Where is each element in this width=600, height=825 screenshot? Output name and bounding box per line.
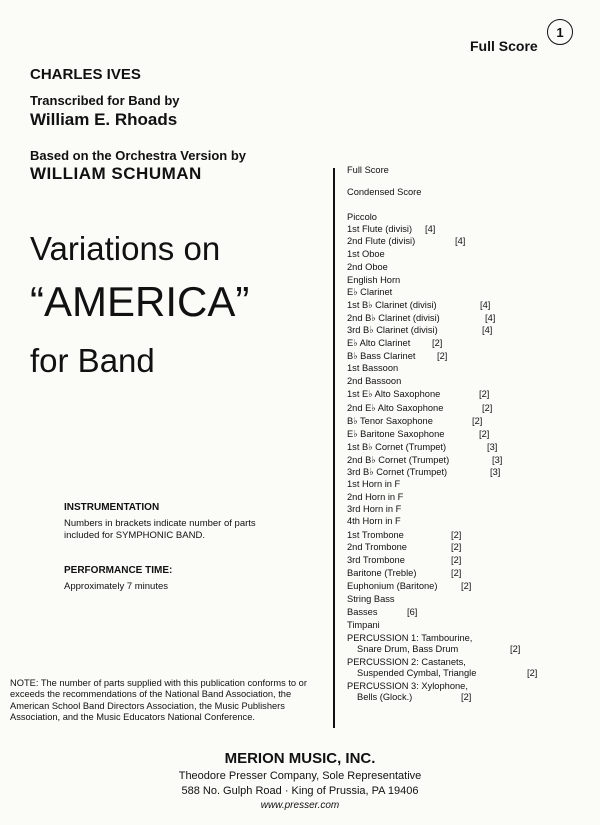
part-name: 3rd B♭ Cornet (Trumpet) xyxy=(347,467,448,477)
part-name: Piccolo xyxy=(347,212,377,222)
part-name: 2nd Oboe xyxy=(347,262,388,272)
part-name: 2nd B♭ Cornet (Trumpet) xyxy=(347,455,450,465)
full-score-label: Full Score xyxy=(470,38,538,54)
publisher-representative: Theodore Presser Company, Sole Representative xyxy=(178,770,422,782)
part-name: 1st B♭ Clarinet (divisi) xyxy=(347,300,437,310)
part-count: [2] xyxy=(451,568,462,578)
part-count: [3] xyxy=(492,455,503,465)
publisher-name: MERION MUSIC, INC. xyxy=(224,750,376,767)
transcribed-by-label: Transcribed for Band by xyxy=(30,93,180,108)
part-name: B♭ Bass Clarinet xyxy=(347,351,416,361)
instrumentation-note: Numbers in brackets indicate number of parts included for SYMPHONIC BAND. xyxy=(64,518,256,541)
part-name: 1st Oboe xyxy=(347,249,385,259)
part-name: 1st E♭ Alto Saxophone xyxy=(347,389,441,399)
part-name: 2nd Horn in F xyxy=(347,492,404,502)
part-name: Timpani xyxy=(347,620,380,630)
part-name: Full Score xyxy=(347,165,389,175)
part-count: [3] xyxy=(487,442,498,452)
orchestrator-name: WILLIAM SCHUMAN xyxy=(30,164,202,183)
part-name: 1st Flute (divisi) xyxy=(347,224,413,234)
part-name: 3rd Trombone xyxy=(347,555,405,565)
part-count: [4] xyxy=(480,300,491,310)
part-name: 3rd Horn in F xyxy=(347,504,402,514)
composer-name: CHARLES IVES xyxy=(30,66,141,83)
part-name: String Bass xyxy=(347,594,395,604)
part-name: Baritone (Treble) xyxy=(347,568,417,578)
part-count: [2] xyxy=(432,338,443,348)
part-name: Basses xyxy=(347,607,378,617)
part-name: E♭ Baritone Saxophone xyxy=(347,429,445,439)
part-count: [2] xyxy=(527,668,538,678)
part-count: [2] xyxy=(510,644,521,654)
part-name: Condensed Score xyxy=(347,187,422,197)
part-name: 1st Trombone xyxy=(347,530,404,540)
part-count: [3] xyxy=(490,467,501,477)
part-name: 4th Horn in F xyxy=(347,516,401,526)
part-count: [2] xyxy=(451,542,462,552)
part-name: PERCUSSION 2: Castanets, xyxy=(347,657,466,667)
part-name: 2nd E♭ Alto Saxophone xyxy=(347,403,444,413)
based-on-label: Based on the Orchestra Version by xyxy=(30,148,247,163)
transcriber-name: William E. Rhoads xyxy=(30,110,178,129)
instrumentation-heading: INSTRUMENTATION xyxy=(64,502,160,513)
part-name: B♭ Tenor Saxophone xyxy=(347,416,433,426)
part-count: [2] xyxy=(451,555,462,565)
title-line-3: for Band xyxy=(30,342,155,379)
publisher-website: www.presser.com xyxy=(260,800,340,811)
part-count: [4] xyxy=(425,224,436,234)
part-count: [2] xyxy=(479,429,490,439)
part-name: English Horn xyxy=(347,275,401,285)
performance-time-value: Approximately 7 minutes xyxy=(64,581,169,592)
part-name: 3rd B♭ Clarinet (divisi) xyxy=(347,325,438,335)
part-name: PERCUSSION 1: Tambourine, xyxy=(347,633,473,643)
part-name: 2nd B♭ Clarinet (divisi) xyxy=(347,313,440,323)
part-count: [2] xyxy=(461,692,472,702)
part-name: E♭ Clarinet xyxy=(347,287,393,297)
publication-note: NOTE: The number of parts supplied with this publication conforms to or exceeds the recommendations of the National Band Association, the American School Band Directors Association, the Music Publishers Association, and the Music Educators National Conference. xyxy=(10,678,307,722)
performance-time-heading: PERFORMANCE TIME: xyxy=(64,565,173,576)
part-count: [2] xyxy=(472,416,483,426)
part-count: [2] xyxy=(479,389,490,399)
part-name: 1st B♭ Cornet (Trumpet) xyxy=(347,442,447,452)
part-name: 2nd Bassoon xyxy=(347,376,402,386)
part-count: [6] xyxy=(407,607,418,617)
part-name: E♭ Alto Clarinet xyxy=(347,338,411,348)
part-count: [4] xyxy=(455,236,466,246)
part-name: 2nd Trombone xyxy=(347,542,407,552)
column-divider xyxy=(333,168,335,728)
title-line-1: Variations on xyxy=(30,230,221,267)
part-name: Snare Drum, Bass Drum xyxy=(357,644,459,654)
part-count: [4] xyxy=(485,313,496,323)
part-name: 2nd Flute (divisi) xyxy=(347,236,416,246)
part-count: [4] xyxy=(482,325,493,335)
part-count: [2] xyxy=(451,530,462,540)
publisher-address: 588 No. Gulph Road · King of Prussia, PA 19406 xyxy=(181,785,419,797)
part-name: Suspended Cymbal, Triangle xyxy=(357,668,477,678)
part-count: [2] xyxy=(461,581,472,591)
part-name: Euphonium (Baritone) xyxy=(347,581,438,591)
page-number-badge: 1 xyxy=(547,19,573,45)
part-name: 1st Bassoon xyxy=(347,363,399,373)
part-name: 1st Horn in F xyxy=(347,479,401,489)
part-count: [2] xyxy=(482,403,493,413)
title-line-2: “AMERICA” xyxy=(30,278,250,325)
part-count: [2] xyxy=(437,351,448,361)
part-name: Bells (Glock.) xyxy=(357,692,413,702)
part-name: PERCUSSION 3: Xylophone, xyxy=(347,681,468,691)
